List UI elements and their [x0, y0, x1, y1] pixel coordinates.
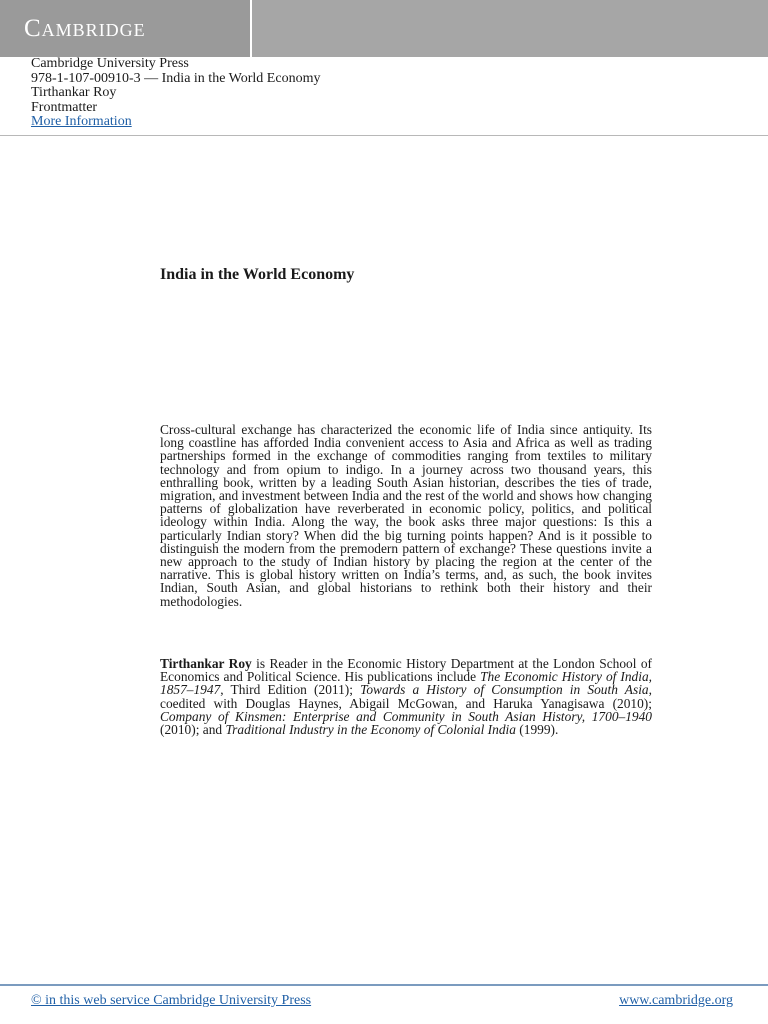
author-bio — [160, 657, 652, 736]
bio-text: (2010); and — [160, 722, 226, 738]
footer-divider — [0, 984, 768, 986]
author-name: Tirthankar Roy — [31, 85, 117, 101]
book-description: Cross-cultural exchange has characterized the economic life of India since antiquity. Its long coastline has afforded India convenient access to Asia and Africa as well as trading partnerships formed in the exchange of commodities ranging from textiles to military technology and from opium to indigo. In a journey across two thousand years, this enthralling book, written by a leading South Asian historian, describes the ties of trade, migration, and investment between India and the rest of the world and shows how changing patterns of globalization have reverberated in economic policy, politics, and political ideology within India. Along the way, the book asks three major questions: Is this a particularly Indian story? When did the big turning points happen? And is it possible to distinguish the modern from the premodern pattern of exchange? These questions invite a new approach to the study of Indian history by placing the region at the center of the narrative. This is global history written on India’s terms, and, as such, the book invites Indian, South Asian, and global historians to rethink both their history and their methodologies. — [160, 422, 652, 609]
cambridge-site-link[interactable]: www.cambridge.org — [619, 993, 733, 1008]
book-metadata — [31, 57, 320, 130]
bio-text: , Third Edition (2011); — [220, 682, 361, 698]
logo-text: Cambridge — [24, 15, 146, 42]
bio-text: (1999). — [515, 722, 559, 738]
top-divider — [0, 135, 768, 136]
copyright-link[interactable]: © in this web service Cambridge University Press — [31, 993, 312, 1008]
bio-author-name: Tirthankar Roy — [160, 656, 252, 671]
bio-text: is Reader in the Economic History Department at the London School of Economics and Political Science. His publications include — [160, 656, 653, 685]
bio-work-title: Traditional Industry in the Economy of Colonial India — [225, 722, 516, 738]
more-information-link[interactable]: More Information — [31, 114, 132, 130]
bio-work-title: The Economic History of India, 1857–1947 — [160, 669, 652, 698]
publisher-name: Cambridge University Press — [31, 56, 189, 71]
section-name: Frontmatter — [31, 99, 98, 115]
bio-text: , coedited with Douglas Haynes, Abigail McGowan, and Haruka Yanagisawa (2010); — [160, 682, 652, 711]
isbn-title: 978-1-107-00910-3 — India in the World Economy — [31, 70, 321, 86]
bio-work-title: Towards a History of Consumption in South Asia — [360, 682, 649, 698]
cambridge-logo — [0, 0, 252, 57]
page-title: India in the World Economy — [160, 266, 355, 283]
bio-work-title: Company of Kinsmen: Enterprise and Community in South Asian History, 1700–1940 — [160, 708, 652, 724]
